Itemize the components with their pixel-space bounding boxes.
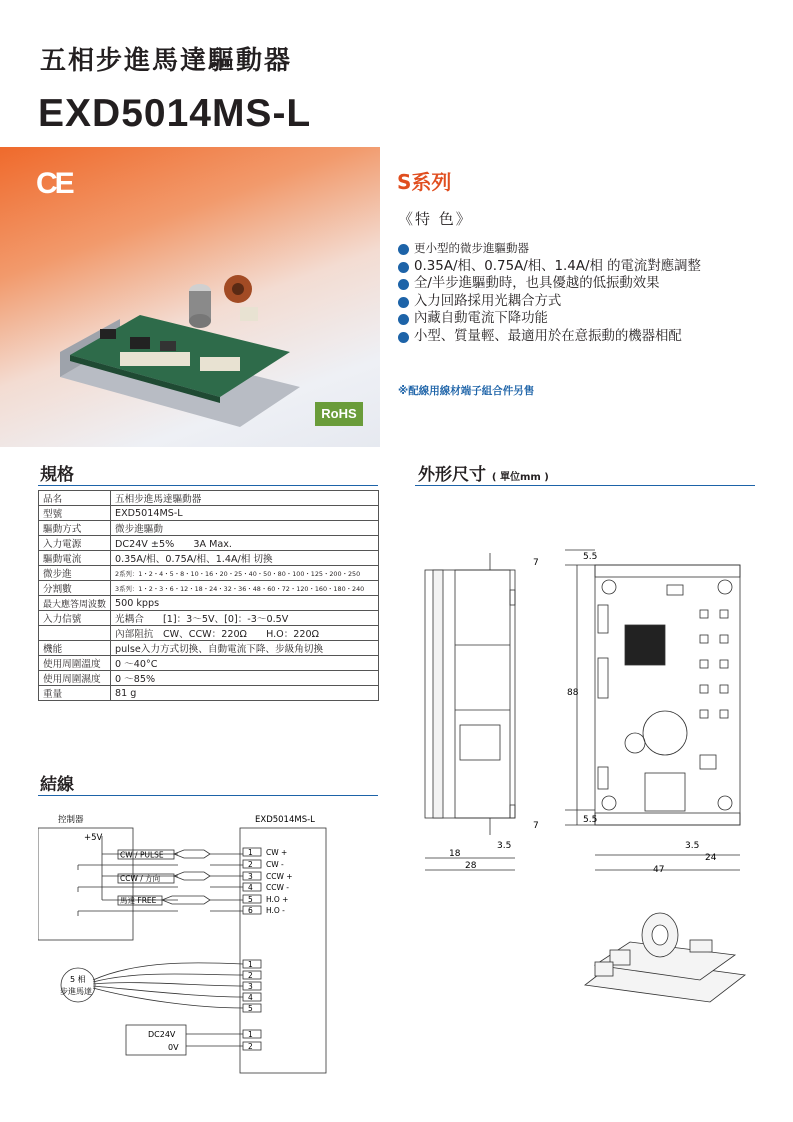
table-row	[39, 491, 379, 506]
dim-label: 7	[533, 821, 539, 831]
pin-number: 4	[248, 993, 253, 1002]
dim-label: 5.5	[583, 815, 598, 825]
spec-key	[39, 626, 111, 641]
pin-number: 2	[248, 860, 253, 869]
spec-key: 分割數	[39, 581, 111, 596]
spec-value: pulse入力方式切換、自動電流下降、步級角切換	[111, 641, 379, 656]
features-list	[398, 240, 701, 346]
product-photo	[0, 147, 380, 447]
table-row	[39, 641, 379, 656]
table-row	[39, 671, 379, 686]
pin-number: 4	[248, 883, 253, 892]
dim-label: 3.5	[497, 841, 512, 851]
spec-key: 使用周圍溫度	[39, 656, 111, 671]
table-row	[39, 596, 379, 611]
table-row	[39, 506, 379, 521]
dim-label: 24	[705, 853, 717, 863]
power-label: DC24V	[148, 1030, 176, 1039]
dimension-drawing	[415, 545, 755, 890]
spec-heading: 規格	[40, 465, 74, 485]
pin-label: CW -	[266, 860, 284, 869]
table-row	[39, 551, 379, 566]
feature-item: 全/半步進驅動時，也具優越的低振動效果	[398, 275, 701, 293]
spec-key: 型號	[39, 506, 111, 521]
pin-number: 3	[248, 982, 253, 991]
spec-value: 0 ～85%	[111, 671, 379, 686]
spec-key: 入力信號	[39, 611, 111, 626]
pin-number: 5	[248, 895, 253, 904]
dim-label: 18	[449, 849, 461, 859]
spec-key: 重量	[39, 686, 111, 701]
series-label: S系列	[397, 170, 452, 194]
table-row	[39, 536, 379, 551]
spec-key: 微步進	[39, 566, 111, 581]
signal-label: CCW / 方向	[120, 874, 161, 883]
pin-label: CCW +	[266, 872, 293, 881]
spec-value: 3系列：1・2・3・6・12・18・24・32・36・48・60・72・120・160・180・240	[111, 581, 379, 596]
spec-key: 品名	[39, 491, 111, 506]
pin-number: 1	[248, 848, 253, 857]
spec-value: 五相步進馬達驅動器	[111, 491, 379, 506]
features-heading: 《特 色》	[398, 210, 473, 228]
motor-label: 步進馬達	[60, 987, 92, 996]
feature-item: 更小型的微步進驅動器	[398, 240, 701, 258]
controller-label: 控制器	[58, 815, 84, 825]
feature-item: 內藏自動電流下降功能	[398, 310, 701, 328]
spec-key: 驅動方式	[39, 521, 111, 536]
signal-label: 馬達 FREE	[120, 896, 157, 905]
spec-key: 最大應答周波數	[39, 596, 111, 611]
feature-item: 入力回路採用光耦合方式	[398, 293, 701, 311]
spec-table	[38, 490, 379, 701]
table-row	[39, 656, 379, 671]
spec-key: 機能	[39, 641, 111, 656]
table-row	[39, 611, 379, 626]
wiring-diagram	[38, 810, 338, 1080]
spec-key: 使用周圍濕度	[39, 671, 111, 686]
rohs-badge: RoHS	[315, 402, 363, 426]
vcc-label: +5V	[84, 833, 103, 843]
dimensions-divider	[415, 485, 755, 486]
dimensions-heading: 外形尺寸 ( 單位mm )	[418, 465, 549, 485]
table-row	[39, 686, 379, 701]
spec-value: EXD5014MS-L	[111, 506, 379, 521]
spec-value: 0 ～40°C	[111, 656, 379, 671]
wiring-heading: 結線	[40, 775, 74, 795]
pin-number: 2	[248, 971, 253, 980]
pin-number: 6	[248, 906, 253, 915]
feature-item: 小型、質量輕、最適用於在意振動的機器相配	[398, 328, 701, 346]
dim-label: 88	[567, 688, 579, 698]
dim-label: 3.5	[685, 841, 700, 851]
table-row	[39, 626, 379, 641]
model-title: EXD5014MS-L	[38, 92, 312, 135]
spec-value: 2系列：1・2・4・5・8・10・16・20・25・40・50・80・100・125・200・250	[111, 566, 379, 581]
spec-value: 光耦合 [1]：3～5V、[0]：-3～0.5V	[111, 611, 379, 626]
spec-value: DC24V ±5% 3A Max.	[111, 536, 379, 551]
spec-value: 500 kpps	[111, 596, 379, 611]
spec-value: 內部阻抗 CW、CCW：220Ω H.O：220Ω	[111, 626, 379, 641]
spec-divider	[38, 485, 378, 486]
spec-value: 微步進驅動	[111, 521, 379, 536]
pin-number: 1	[248, 1030, 253, 1039]
dim-label: 47	[653, 865, 665, 875]
page-title: 五相步進馬達驅動器	[40, 46, 293, 76]
pin-label: CCW -	[266, 883, 289, 892]
pin-number: 1	[248, 960, 253, 969]
pin-number: 5	[248, 1004, 253, 1013]
table-row	[39, 521, 379, 536]
accessory-note: ※配線用線材端子組合件另售	[398, 385, 535, 397]
ce-mark: CE	[36, 167, 72, 200]
pin-label: H.O +	[266, 895, 289, 904]
driver-label: EXD5014MS-L	[255, 815, 315, 825]
spec-value: 0.35A/相、0.75A/相、1.4A/相 切換	[111, 551, 379, 566]
driver-board-illustration	[60, 237, 300, 427]
board-3d-drawing	[580, 900, 750, 1010]
pin-label: CW +	[266, 848, 288, 857]
spec-value: 81 g	[111, 686, 379, 701]
pin-number: 3	[248, 872, 253, 881]
wiring-divider	[38, 795, 378, 796]
dim-label: 5.5	[583, 552, 598, 562]
table-row	[39, 581, 379, 596]
spec-key: 驅動電流	[39, 551, 111, 566]
signal-label: CW / PULSE	[120, 850, 164, 860]
feature-item: 0.35A/相、0.75A/相、1.4A/相 的電流對應調整	[398, 258, 701, 276]
power-label: 0V	[168, 1043, 179, 1052]
dim-label: 28	[465, 861, 477, 871]
pin-label: H.O -	[266, 906, 285, 915]
motor-label: 5 相	[70, 975, 86, 984]
table-row	[39, 566, 379, 581]
spec-key: 入力電源	[39, 536, 111, 551]
pin-number: 2	[248, 1042, 253, 1051]
dim-label: 7	[533, 558, 539, 568]
